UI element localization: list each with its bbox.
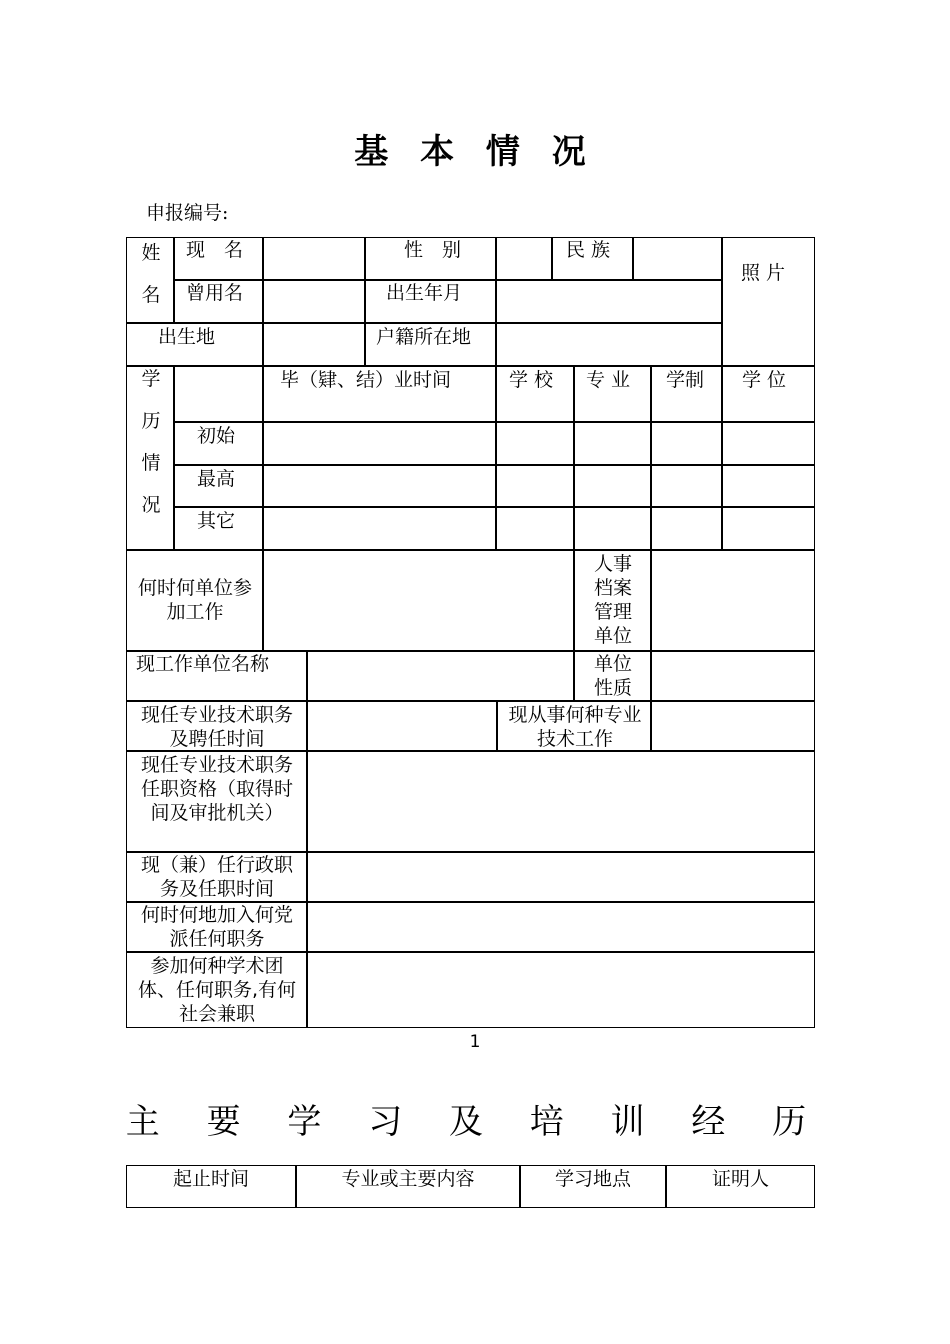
edu-initial-school[interactable] xyxy=(496,422,574,465)
ethnicity-label: 民 族 xyxy=(566,239,611,261)
edu-initial-duration[interactable] xyxy=(651,422,722,465)
edu-other-time[interactable] xyxy=(263,507,496,550)
edu-highest-time[interactable] xyxy=(263,465,496,507)
work-start-field[interactable] xyxy=(263,550,574,651)
major-label: 专 业 xyxy=(586,369,631,391)
employer-field[interactable] xyxy=(307,651,574,701)
edu-other-major[interactable] xyxy=(574,507,651,550)
archive-unit-label: 人事档案管理单位 xyxy=(593,553,632,647)
unit-type-label: 单位性质 xyxy=(593,653,632,699)
page-title: 基 本 情 况 xyxy=(354,132,596,172)
birth-date-field[interactable] xyxy=(496,280,722,323)
edu-highest-degree[interactable] xyxy=(722,465,815,507)
current-title-label: 现任专业技术职务及聘任时间 xyxy=(140,704,293,750)
party-field[interactable] xyxy=(307,902,815,952)
former-name-field[interactable] xyxy=(263,280,365,323)
serial-number-label: 申报编号: xyxy=(146,202,229,224)
edu-initial-degree[interactable] xyxy=(722,422,815,465)
household-label: 户籍所在地 xyxy=(376,326,472,348)
edu-header-blank xyxy=(174,366,263,422)
household-field[interactable] xyxy=(496,323,722,366)
edu-other-degree[interactable] xyxy=(722,507,815,550)
archive-unit-field[interactable] xyxy=(651,550,815,651)
employer-label: 现工作单位名称 xyxy=(136,653,270,675)
photo-cell[interactable] xyxy=(722,237,815,366)
birth-date-label: 出生年月 xyxy=(386,282,463,304)
grad-time-label: 毕（肄、结）业时间 xyxy=(280,369,452,391)
header-witness-label: 证明人 xyxy=(711,1168,769,1190)
page-number: 1 xyxy=(469,1032,481,1052)
edu-row-label: 初始 xyxy=(197,425,236,447)
party-label: 何时何地加入何党派任何职务 xyxy=(140,904,293,950)
edu-initial-time[interactable] xyxy=(263,422,496,465)
current-title-field[interactable] xyxy=(307,701,497,751)
edu-initial-major[interactable] xyxy=(574,422,651,465)
qualification-label: 现任专业技术职务任职资格（取得时间及审批机关） xyxy=(140,754,293,824)
edu-row-label: 最高 xyxy=(197,468,236,490)
current-name-label: 现 名 xyxy=(186,239,244,261)
school-label: 学 校 xyxy=(509,369,554,391)
header-period-label: 起止时间 xyxy=(172,1168,249,1190)
qualification-field[interactable] xyxy=(307,751,815,852)
admin-post-label: 现（兼）任行政职务及任职时间 xyxy=(140,854,293,900)
edu-highest-duration[interactable] xyxy=(651,465,722,507)
photo-label: 照 片 xyxy=(741,262,786,284)
birthplace-label: 出生地 xyxy=(158,326,216,348)
current-work-label: 现从事何种专业技术工作 xyxy=(508,704,642,750)
edu-row-label: 其它 xyxy=(197,510,236,532)
former-name-label: 曾用名 xyxy=(186,282,244,304)
name-group-label: 姓名 xyxy=(141,242,161,306)
unit-type-field[interactable] xyxy=(651,651,815,701)
edu-highest-major[interactable] xyxy=(574,465,651,507)
edu-other-duration[interactable] xyxy=(651,507,722,550)
edu-highest-school[interactable] xyxy=(496,465,574,507)
current-name-field[interactable] xyxy=(263,237,365,280)
work-start-label: 何时何单位参加工作 xyxy=(137,577,252,623)
header-location-label: 学习地点 xyxy=(554,1168,631,1190)
birthplace-field[interactable] xyxy=(263,323,365,366)
section-title: 主 要 学 习 及 培 训 经 历 xyxy=(125,1102,825,1142)
gender-label: 性 别 xyxy=(404,239,462,261)
academic-label: 参加何种学术团体、任何职务,有何社会兼职 xyxy=(137,955,297,1025)
header-content-label: 专业或主要内容 xyxy=(341,1168,475,1190)
academic-field[interactable] xyxy=(307,952,815,1028)
duration-label: 学制 xyxy=(666,369,705,391)
degree-label: 学 位 xyxy=(742,369,787,391)
ethnicity-field[interactable] xyxy=(633,237,722,280)
admin-post-field[interactable] xyxy=(307,852,815,902)
gender-field[interactable] xyxy=(496,237,552,280)
current-work-field[interactable] xyxy=(651,701,815,751)
edu-other-school[interactable] xyxy=(496,507,574,550)
edu-group-label: 学历情况 xyxy=(141,368,161,516)
